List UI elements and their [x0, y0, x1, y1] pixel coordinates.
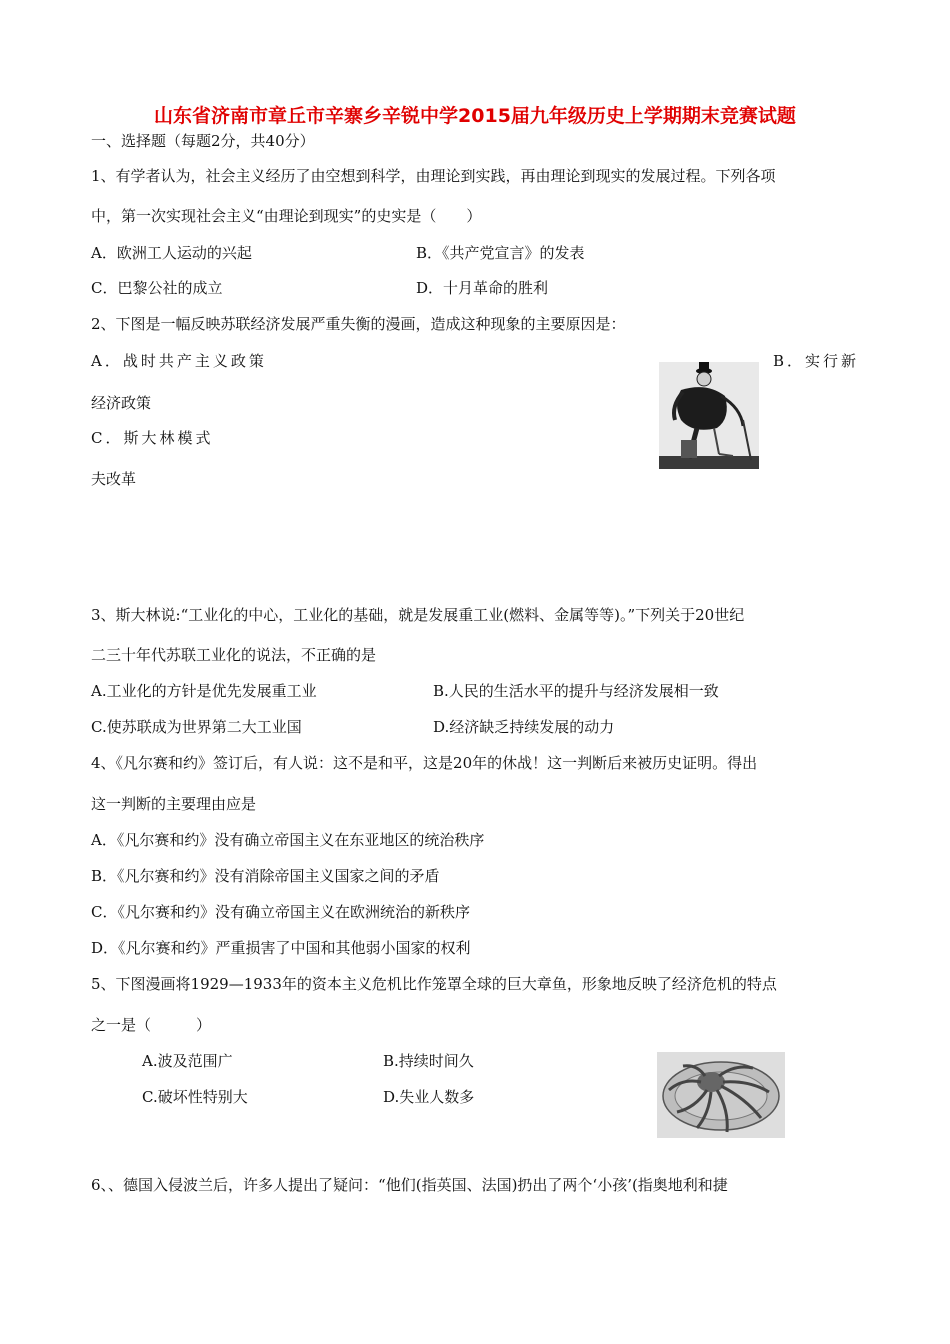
- q3-stem-line2: 二三十年代苏联工业化的说法，不正确的是: [91, 646, 377, 664]
- q5-stem-line2: 之一是（ ）: [91, 1016, 212, 1034]
- q5-stem-line1: 5、下图漫画将1929—1933年的资本主义危机比作笼罩全球的巨大章鱼，形象地反映了经济危机的特点: [91, 975, 777, 993]
- q5-option-b: B.持续时间久: [383, 1052, 474, 1070]
- octopus-drawing: [657, 1052, 785, 1138]
- q1-stem-line2: 中，第一次实现社会主义“由理论到现实”的史实是（ ）: [91, 207, 482, 225]
- octopus-crisis-cartoon-image: [657, 1052, 785, 1138]
- q1-option-c: C．巴黎公社的成立: [91, 279, 223, 297]
- q4-option-a: A．《凡尔赛和约》没有确立帝国主义在东亚地区的统治秩序: [91, 831, 485, 849]
- q3-option-c: C.使苏联成为世界第二大工业国: [91, 718, 302, 736]
- q1-option-b: B．《共产党宣言》的发表: [416, 244, 585, 262]
- q4-option-c: C．《凡尔赛和约》没有确立帝国主义在欧洲统治的新秩序: [91, 903, 470, 921]
- page-title: 山东省济南市章丘市辛寨乡辛锐中学2015届九年级历史上学期期末竞赛试题: [154, 105, 796, 127]
- q6-stem-line1: 6、、德国入侵波兰后，许多人提出了疑问：“他们(指英国、法国)扔出了两个‘小孩’(指奥地利和捷: [91, 1176, 728, 1194]
- q3-option-a: A.工业化的方针是优先发展重工业: [91, 682, 317, 700]
- soviet-economy-cartoon-image: [659, 362, 759, 469]
- q2-option-d-cont: 夫改革: [91, 470, 137, 488]
- q5-option-d: D.失业人数多: [383, 1088, 475, 1106]
- q3-stem-line1: 3、斯大林说:“工业化的中心，工业化的基础，就是发展重工业(燃料、金属等等)。”下列关于20世纪: [91, 606, 745, 624]
- q2-stem: 2、下图是一幅反映苏联经济发展严重失衡的漫画，造成这种现象的主要原因是：: [91, 315, 626, 333]
- q2-option-a: A．战时共产主义政策: [91, 352, 267, 370]
- q1-stem-line1: 1、有学者认为，社会主义经历了由空想到科学，由理论到实践，再由理论到现实的发展过程。下列各项: [91, 167, 776, 185]
- q1-option-d: D．十月革命的胜利: [416, 279, 549, 297]
- q5-option-a: A.波及范围广: [142, 1052, 233, 1070]
- q2-option-b: B．实行新: [773, 352, 860, 370]
- q4-stem-line2: 这一判断的主要理由应是: [91, 795, 257, 813]
- q2-option-c: C．斯大林模式: [91, 429, 214, 447]
- q2-option-b-cont: 经济政策: [91, 394, 152, 412]
- q1-option-a: A．欧洲工人运动的兴起: [91, 244, 252, 262]
- q4-option-b: B．《凡尔赛和约》没有消除帝国主义国家之间的矛盾: [91, 867, 440, 885]
- q5-option-c: C.破坏性特别大: [142, 1088, 248, 1106]
- q4-option-d: D．《凡尔赛和约》严重损害了中国和其他弱小国家的权利: [91, 939, 471, 957]
- q4-stem-line1: 4、《凡尔赛和约》签订后，有人说：这不是和平，这是20年的休战！这一判断后来被历史证明。得出: [91, 754, 758, 772]
- q3-option-d: D.经济缺乏持续发展的动力: [433, 718, 615, 736]
- cartoon-drawing: [659, 362, 759, 469]
- section-heading: 一、选择题（每题2分，共40分）: [91, 132, 315, 150]
- q3-option-b: B.人民的生活水平的提升与经济发展相一致: [433, 682, 719, 700]
